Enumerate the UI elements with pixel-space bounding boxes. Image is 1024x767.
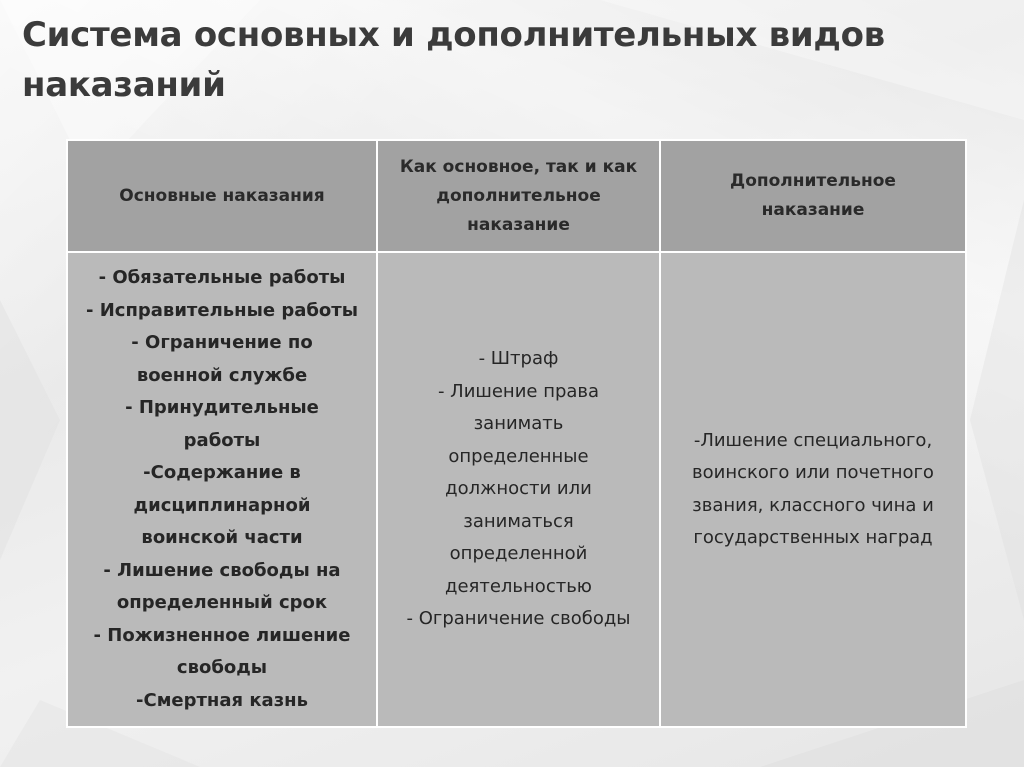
header-additional-punishment: Дополнительное наказание — [660, 140, 966, 252]
main-punishments-cell: - Обязательные работы - Исправительные работы - Ограничение по военной службе - Принудительные работы -Содержание в дисциплинарной воинской части - Лишение свободы на определенный срок - Пожизненное лишение свободы -Смертная казнь — [67, 252, 377, 727]
page-title — [22, 10, 982, 110]
title-line-2: наказаний — [22, 65, 226, 105]
table-row — [67, 252, 966, 727]
table-header-row — [67, 140, 966, 252]
additional-punishment-cell: -Лишение специального, воинского или почетного звания, классного чина и государственных наград — [660, 252, 966, 727]
main-or-additional-cell: - Штраф - Лишение права занимать определенные должности или заниматься определенной деятельностью - Ограничение свободы — [377, 252, 660, 727]
header-main-punishments: Основные наказания — [67, 140, 377, 252]
header-main-or-additional: Как основное, так и как дополнительное наказание — [377, 140, 660, 252]
punishments-table — [66, 139, 967, 728]
title-line-1: Система основных и дополнительных видов — [22, 15, 885, 55]
